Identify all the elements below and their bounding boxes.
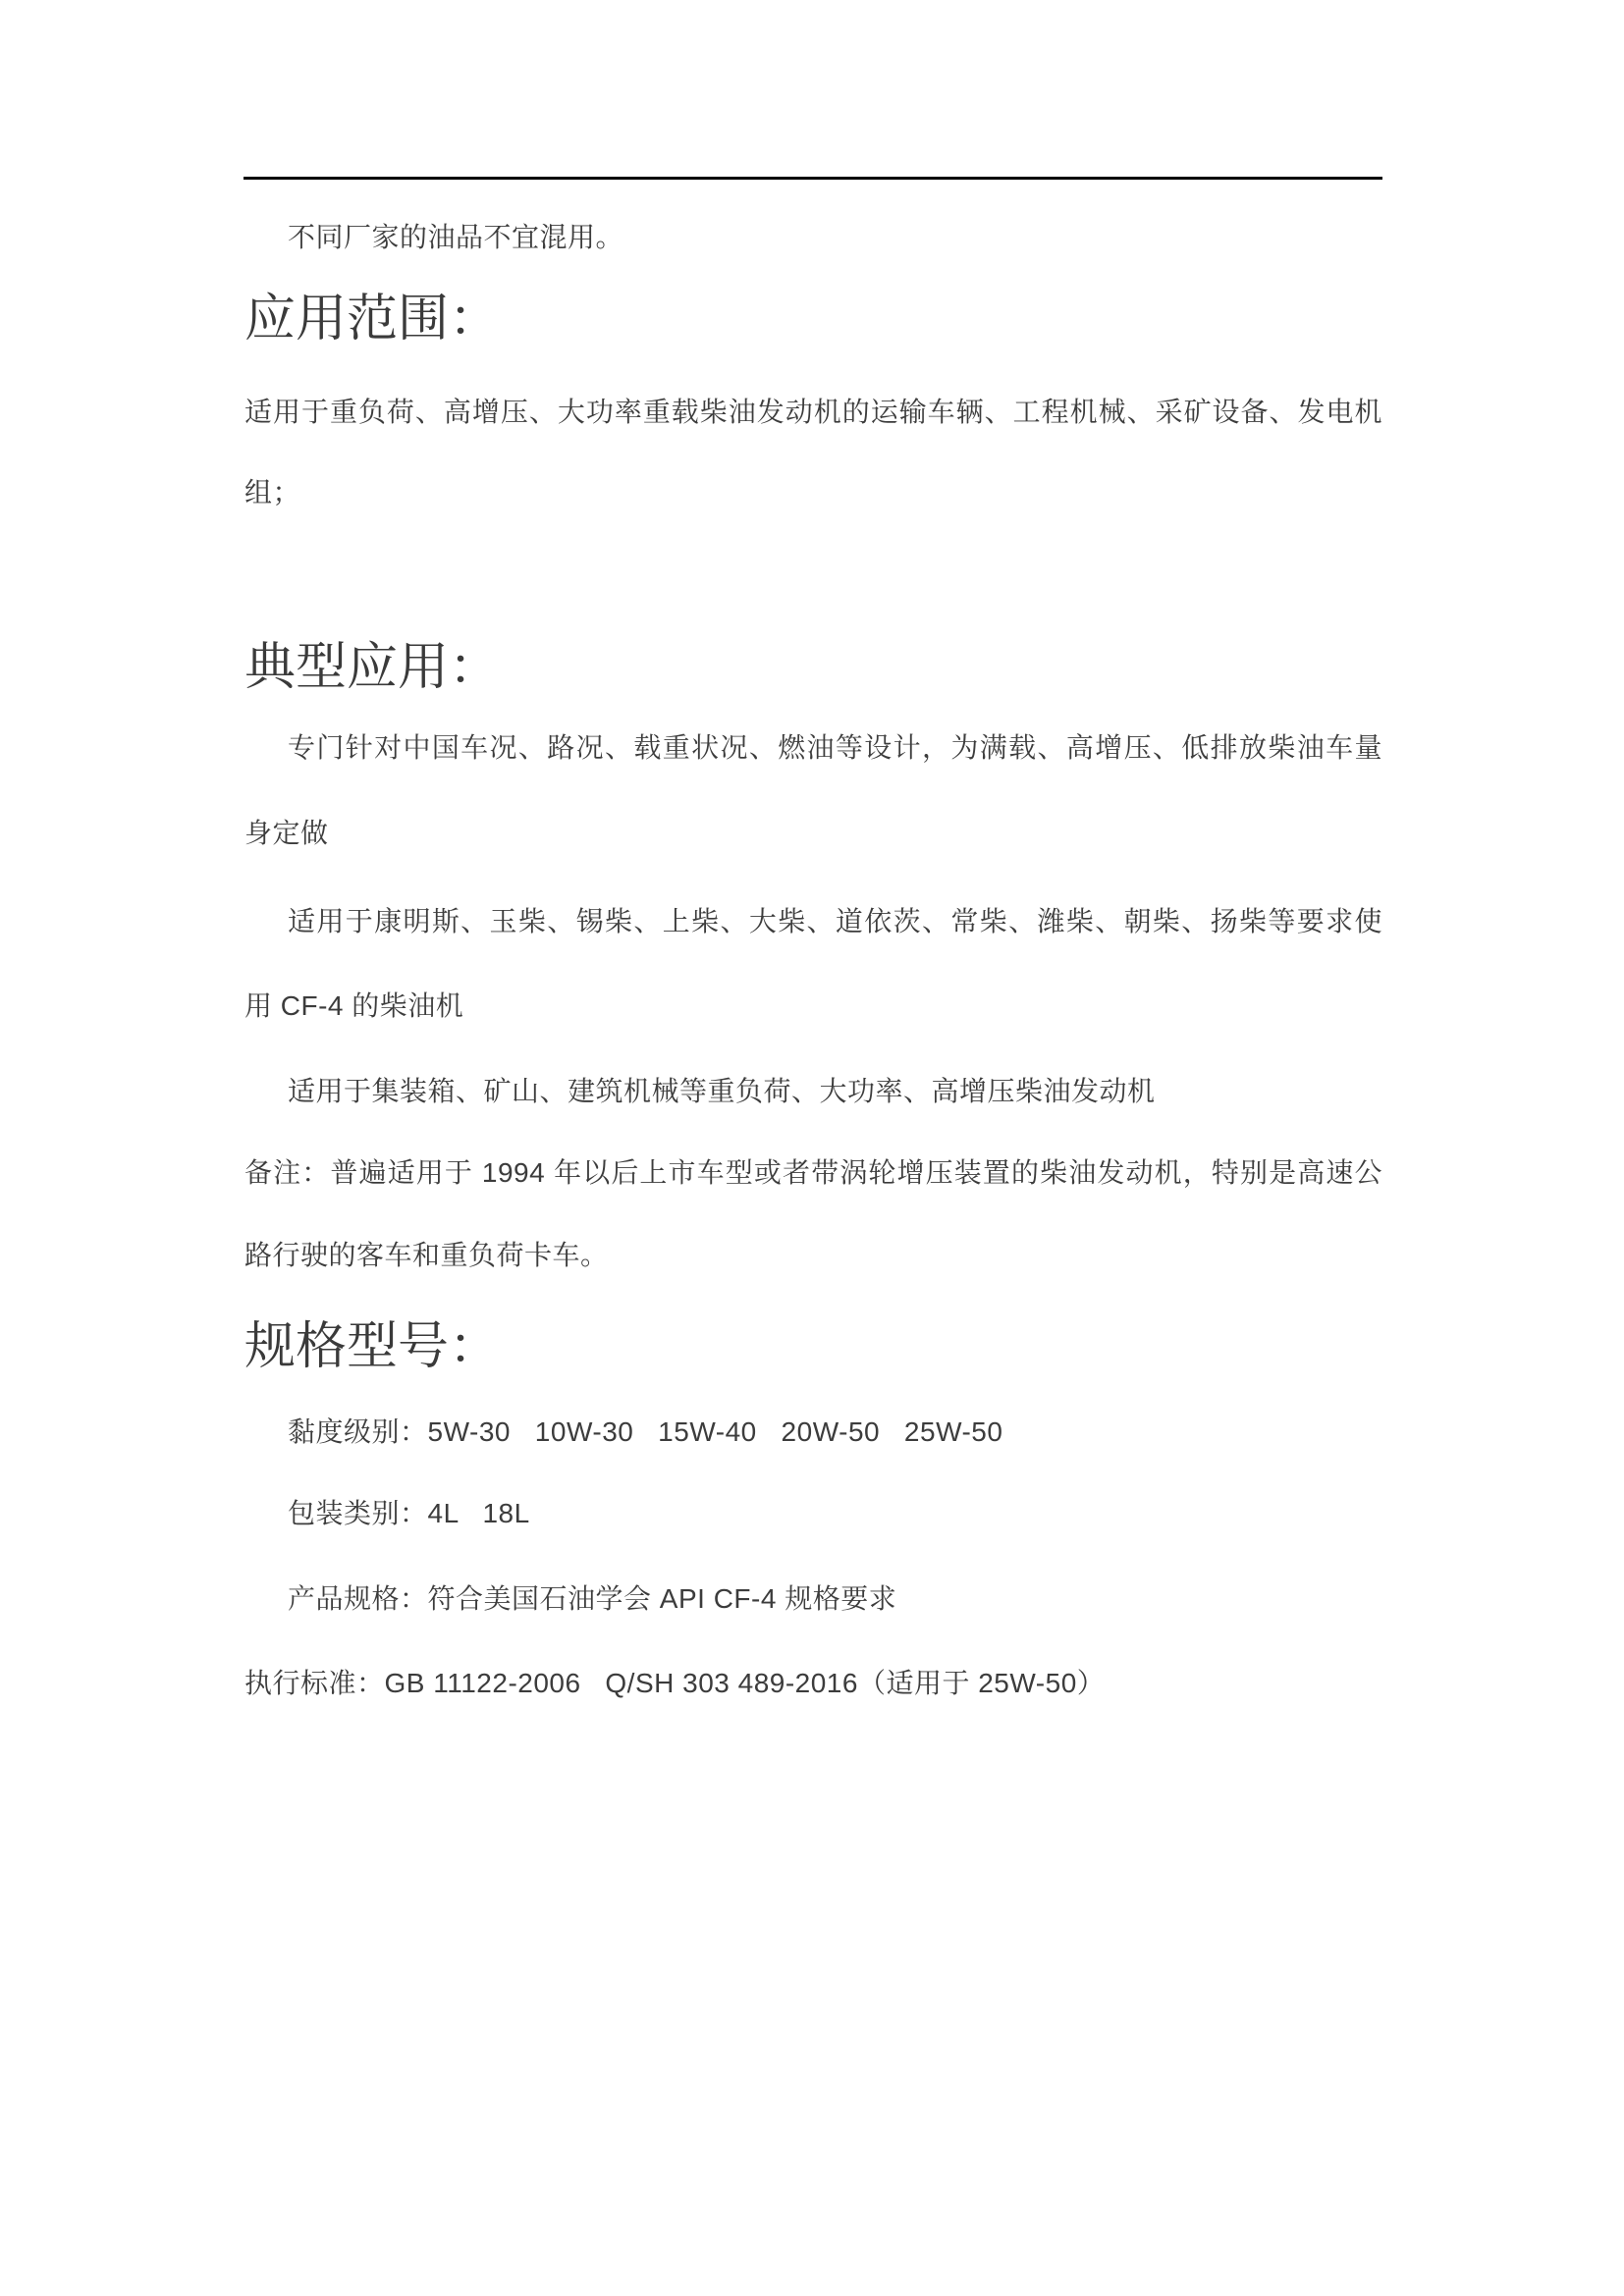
scope-paragraph-line-1: 适用于重负荷、高增压、大功率重载柴油发动机的运输车辆、工程机械、采矿设备、发电机 bbox=[244, 397, 1382, 427]
typical-paragraph-line-5: 适用于集装箱、矿山、建筑机械等重负荷、大功率、高增压柴油发动机 bbox=[288, 1076, 1156, 1106]
typical-paragraph-line-2: 身定做 bbox=[244, 818, 329, 848]
typical-paragraph-line-1: 专门针对中国车况、路况、载重状况、燃油等设计，为满载、高增压、低排放柴油车量 bbox=[288, 732, 1382, 763]
heading-specifications: 规格型号： bbox=[244, 1318, 501, 1375]
heading-typical-application: 典型应用： bbox=[244, 639, 501, 696]
header-separator-rule bbox=[244, 177, 1382, 180]
spec-package-types-line: 包装类别：4L 18L bbox=[288, 1498, 530, 1528]
remark-paragraph-line-1: 备注：普遍适用于 1994 年以后上市车型或者带涡轮增压装置的柴油发动机，特别是高速公 bbox=[244, 1157, 1382, 1188]
remark-paragraph-line-2: 路行驶的客车和重负荷卡车。 bbox=[244, 1240, 609, 1270]
spec-viscosity-grades-line: 黏度级别：5W-30 10W-30 15W-40 20W-50 25W-50 bbox=[288, 1416, 1003, 1447]
note-mixing-line: 不同厂家的油品不宜混用。 bbox=[288, 222, 624, 252]
typical-paragraph-line-3: 适用于康明斯、玉柴、锡柴、上柴、大柴、道依茨、常柴、潍柴、朝柴、扬柴等要求使 bbox=[288, 906, 1382, 936]
spec-product-standard-line: 产品规格：符合美国石油学会 API CF-4 规格要求 bbox=[288, 1583, 897, 1614]
spec-execution-standard-line: 执行标准：GB 11122-2006 Q/SH 303 489-2016（适用于 25W-50） bbox=[244, 1668, 1106, 1698]
typical-paragraph-line-4: 用 CF-4 的柴油机 bbox=[244, 990, 464, 1021]
scope-paragraph-line-2: 组； bbox=[244, 477, 301, 507]
heading-application-scope: 应用范围： bbox=[244, 291, 501, 347]
